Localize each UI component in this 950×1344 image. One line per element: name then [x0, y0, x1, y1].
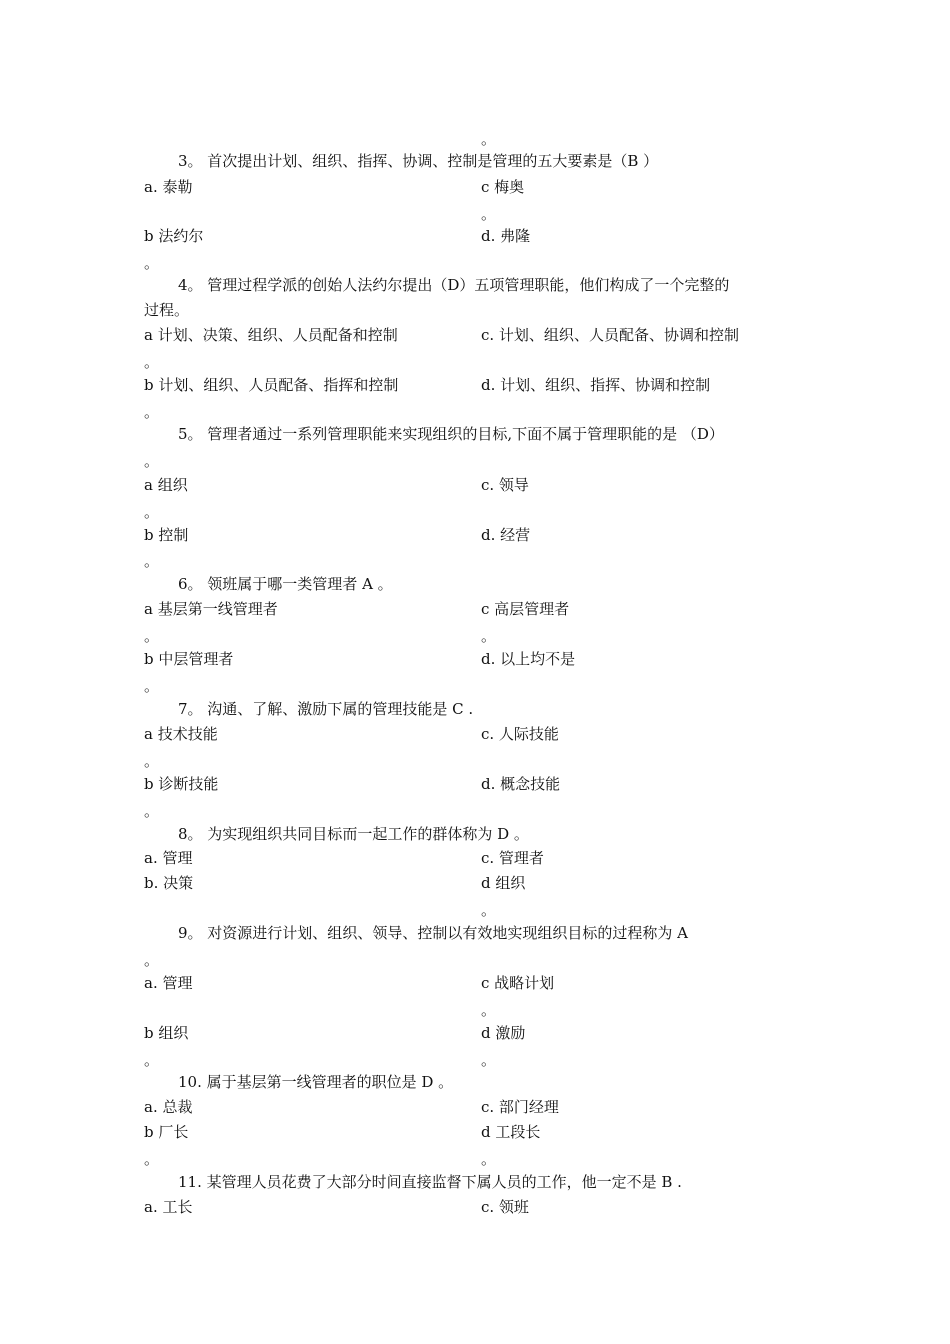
- text-line: 。: [144, 1150, 160, 1168]
- option-d: d. 以上均不是: [481, 650, 576, 668]
- question-9: 9。 对资源进行计划、组织、领导、控制以有效地实现组织目标的过程称为 A: [178, 924, 688, 942]
- text-line: 。: [144, 1051, 160, 1069]
- option-a: a 组织: [144, 476, 188, 494]
- text-line: 。: [144, 627, 160, 645]
- option-c: c. 计划、组织、人员配备、协调和控制: [481, 326, 739, 344]
- option-a: a 技术技能: [144, 725, 218, 743]
- text-line: 。: [144, 802, 160, 820]
- option-c: c. 部门经理: [481, 1098, 559, 1116]
- option-a: a. 总裁: [144, 1098, 193, 1116]
- option-d: d. 计划、组织、指挥、协调和控制: [481, 376, 711, 394]
- text-line: 。: [144, 254, 160, 272]
- text-line: 。: [144, 403, 160, 421]
- question-5: 5。 管理者通过一系列管理职能来实现组织的目标,下面不属于管理职能的是 （D）: [178, 425, 724, 443]
- option-c: c. 领班: [481, 1198, 529, 1216]
- question-11: 11. 某管理人员花费了大部分时间直接监督下属人员的工作，他一定不是 B .: [178, 1173, 682, 1191]
- option-d: d 工段长: [481, 1123, 541, 1141]
- option-d: d. 经营: [481, 526, 531, 544]
- option-a: a. 工长: [144, 1198, 193, 1216]
- text-line: 。: [481, 901, 497, 919]
- text-line: 。: [144, 503, 160, 521]
- text-line: 。: [144, 452, 160, 470]
- option-b: b 组织: [144, 1024, 189, 1042]
- option-a: a. 管理: [144, 974, 193, 992]
- option-b: b 中层管理者: [144, 650, 234, 668]
- option-a: a. 泰勒: [144, 178, 193, 196]
- option-c: c 梅奥: [481, 178, 525, 196]
- text-line: 。: [144, 353, 160, 371]
- question-10: 10. 属于基层第一线管理者的职位是 D 。: [178, 1073, 454, 1091]
- option-c: c. 管理者: [481, 849, 544, 867]
- option-a: a 基层第一线管理者: [144, 600, 278, 618]
- option-b: b 控制: [144, 526, 189, 544]
- option-b: b 计划、组织、人员配备、指挥和控制: [144, 376, 399, 394]
- text-line: 。: [481, 130, 497, 148]
- question-3: 3。 首次提出计划、组织、指挥、协调、控制是管理的五大要素是（B ）: [178, 152, 659, 170]
- option-b: b 法约尔: [144, 227, 204, 245]
- option-d: d 激励: [481, 1024, 526, 1042]
- option-b: b. 决策: [144, 874, 194, 892]
- text-line: 。: [144, 951, 160, 969]
- option-c: c. 领导: [481, 476, 529, 494]
- option-c: c. 人际技能: [481, 725, 559, 743]
- text-line: 。: [144, 752, 160, 770]
- question-8: 8。 为实现组织共同目标而一起工作的群体称为 D 。: [178, 825, 529, 843]
- option-b: b 诊断技能: [144, 775, 219, 793]
- option-c: c 高层管理者: [481, 600, 570, 618]
- text-line: 。: [481, 1051, 497, 1069]
- question-4-continued: 过程。: [144, 301, 190, 319]
- text-line: 。: [481, 627, 497, 645]
- text-line: 。: [481, 205, 497, 223]
- option-d: d. 弗隆: [481, 227, 531, 245]
- option-b: b 厂长: [144, 1123, 189, 1141]
- option-a: a 计划、决策、组织、人员配备和控制: [144, 326, 398, 344]
- text-line: 。: [144, 677, 160, 695]
- question-6: 6。 领班属于哪一类管理者 A 。: [178, 575, 393, 593]
- question-4: 4。 管理过程学派的创始人法约尔提出（D）五项管理职能，他们构成了一个完整的: [178, 276, 730, 294]
- text-line: 。: [144, 552, 160, 570]
- option-a: a. 管理: [144, 849, 193, 867]
- question-7: 7。 沟通、了解、激励下属的管理技能是 C .: [178, 700, 474, 718]
- option-c: c 战略计划: [481, 974, 555, 992]
- option-d: d 组织: [481, 874, 526, 892]
- text-line: 。: [481, 1150, 497, 1168]
- option-d: d. 概念技能: [481, 775, 561, 793]
- text-line: 。: [481, 1001, 497, 1019]
